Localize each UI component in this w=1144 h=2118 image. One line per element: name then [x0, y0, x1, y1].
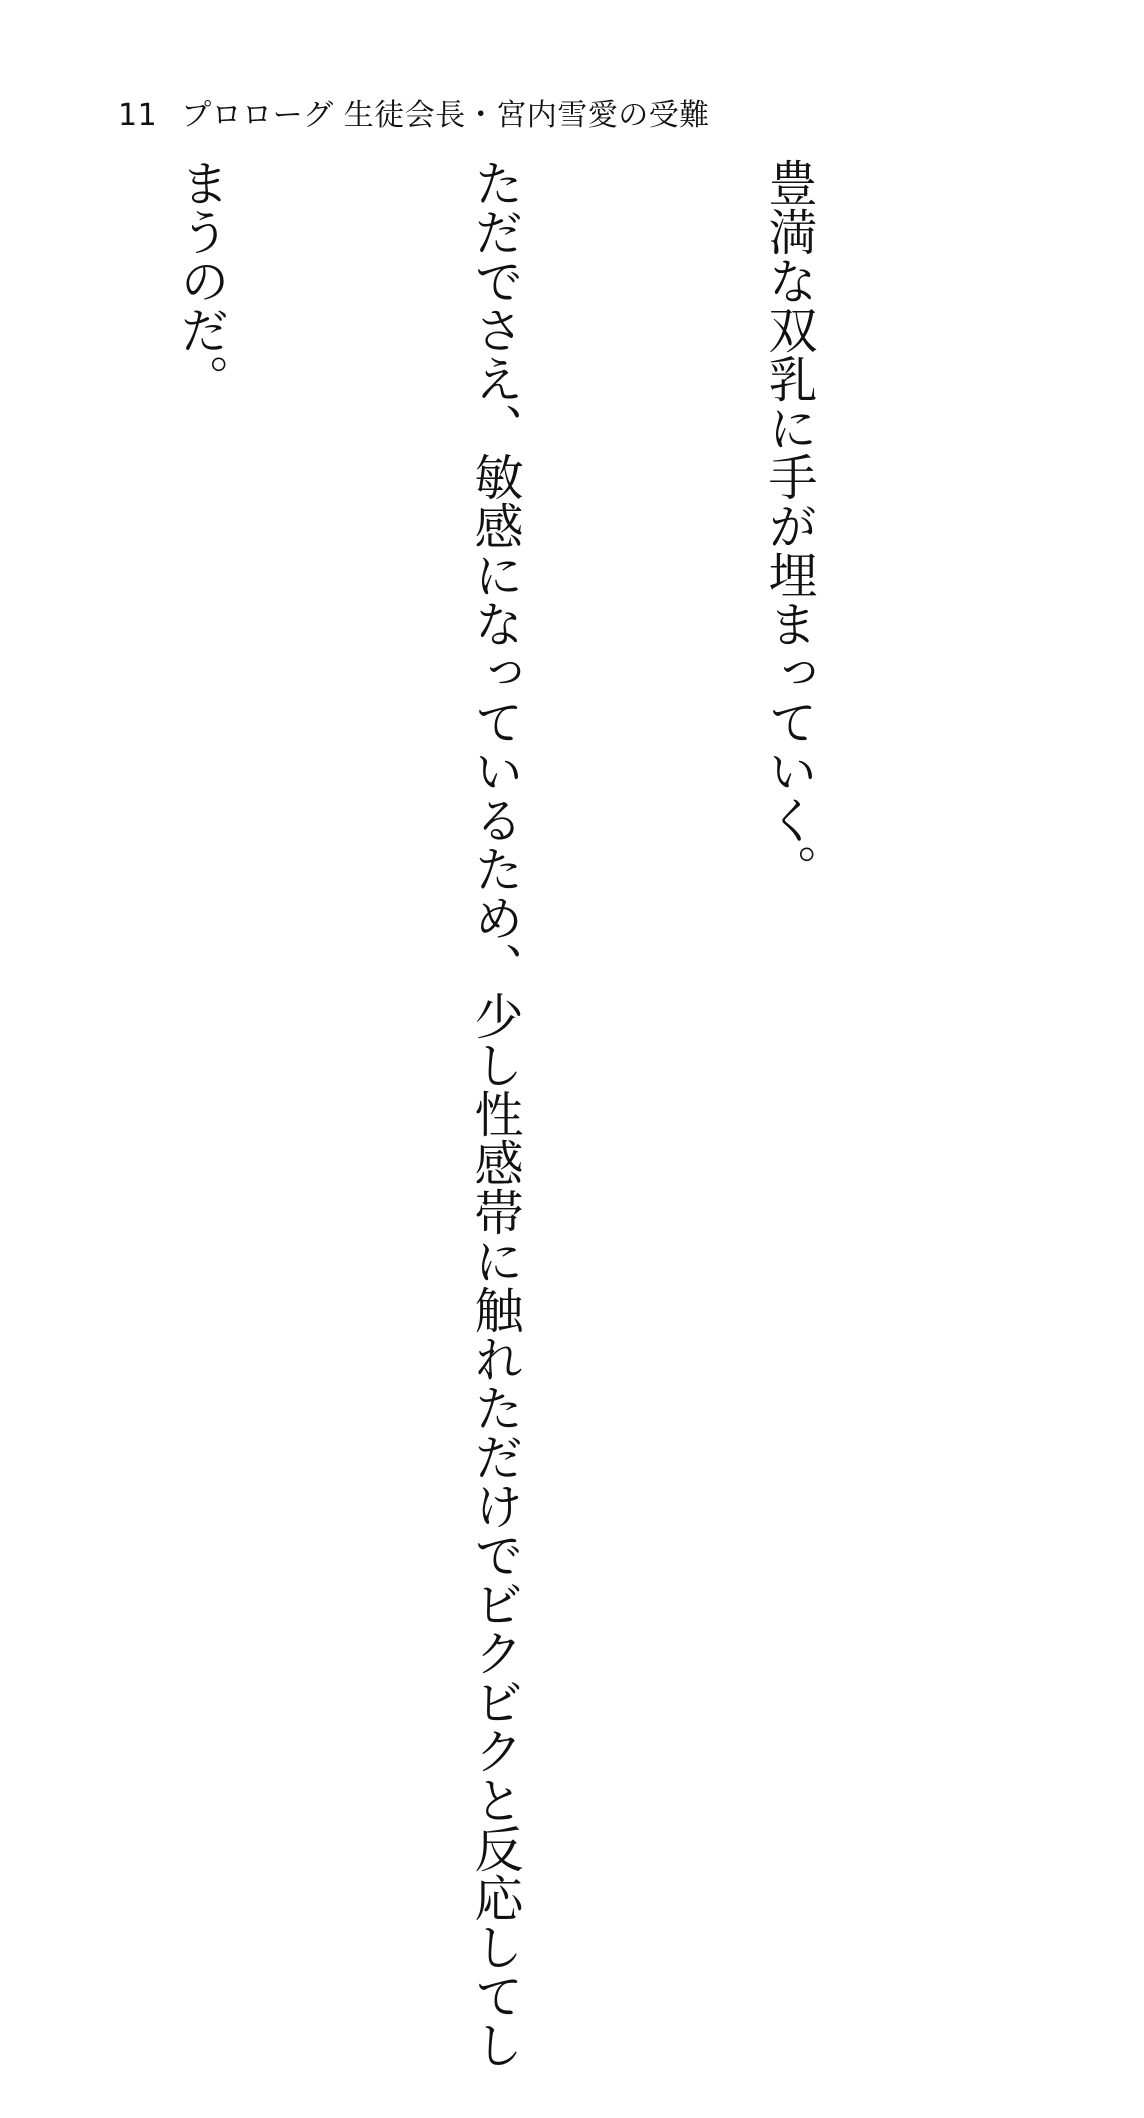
running-head [118, 90, 710, 134]
text-line: ただでさえ、敏感になっているため、少し性感帯に触れただけでビクビクと反応してし [467, 158, 524, 2069]
text-line: 豊満な双乳に手が埋まっていく。 [761, 158, 818, 893]
body-text [0, 158, 1034, 2069]
chapter-title: プロローグ 生徒会長・宮内雪愛の受難 [181, 98, 710, 133]
text-line: まうのだ。 [173, 158, 230, 403]
page-number: 11 [118, 98, 158, 133]
